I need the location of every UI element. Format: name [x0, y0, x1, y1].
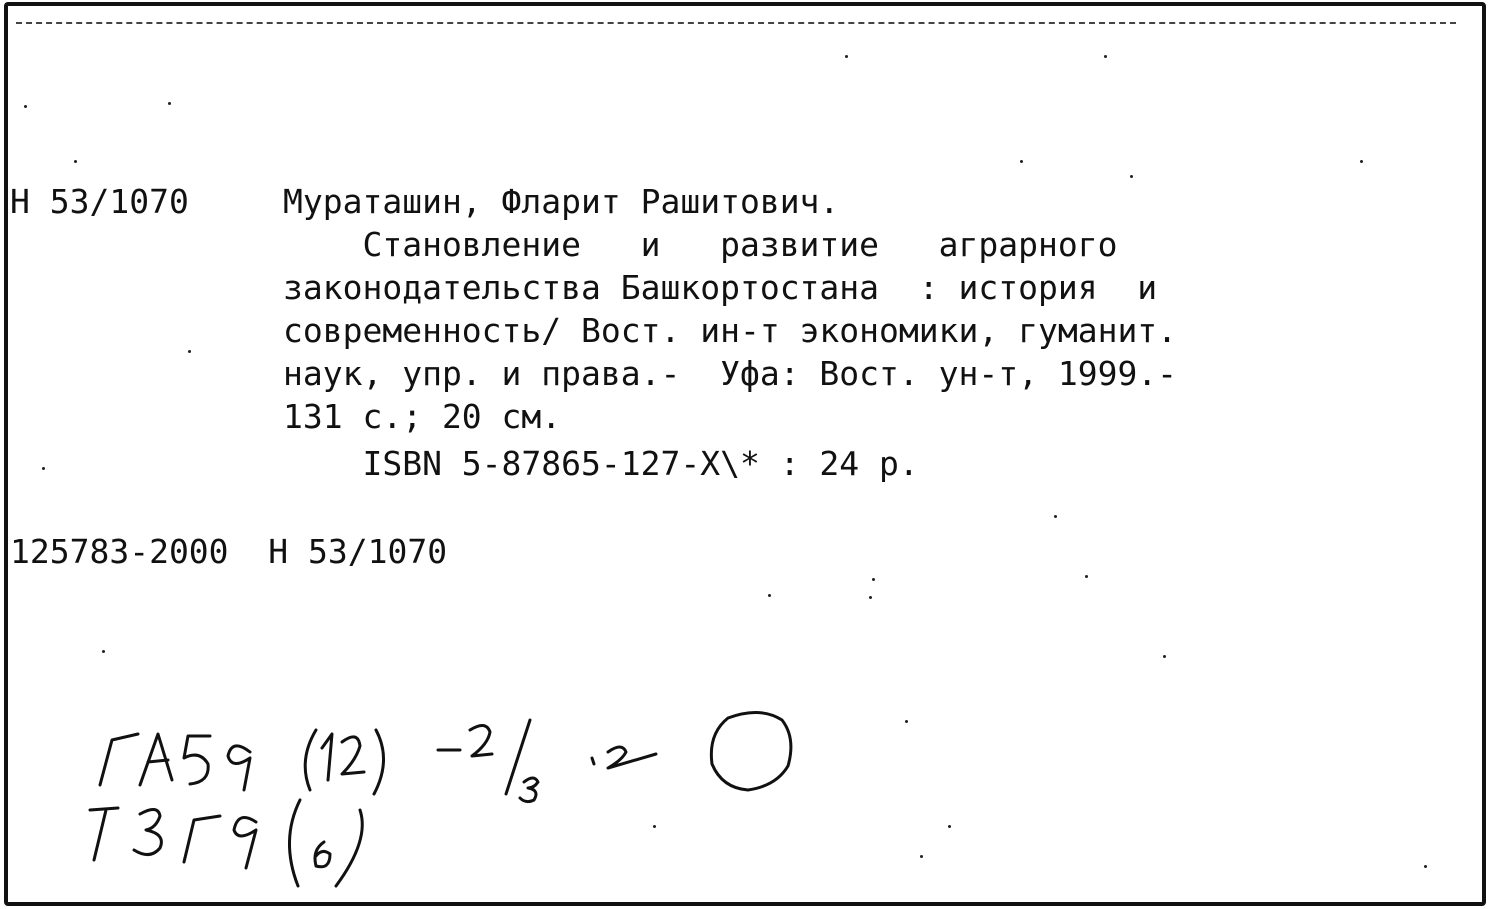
speck	[905, 720, 908, 723]
speck	[869, 596, 872, 599]
speck	[1104, 55, 1107, 58]
speck	[920, 855, 923, 858]
speck	[872, 578, 875, 581]
card-top-dashed-line	[16, 22, 1456, 24]
speck	[168, 102, 171, 105]
speck	[188, 350, 191, 353]
speck	[24, 105, 27, 108]
author-heading: Мураташин, Фларит Рашитович.	[283, 182, 840, 221]
speck	[102, 650, 105, 653]
handwritten-classification-notes	[60, 690, 820, 900]
body-line-1: Становление и развитие аграрного	[283, 225, 1118, 264]
isbn-line: ISBN 5-87865-127-X\* : 24 р.	[283, 444, 919, 483]
shelfmark: Н 53/1070	[10, 182, 189, 221]
speck	[948, 825, 951, 828]
accession-line: 125783-2000 Н 53/1070	[10, 532, 448, 571]
speck	[74, 160, 77, 163]
speck	[1163, 655, 1166, 658]
speck	[42, 467, 45, 470]
speck	[1054, 515, 1057, 518]
speck	[1085, 575, 1088, 578]
speck	[653, 825, 656, 828]
speck	[1424, 865, 1427, 868]
speck	[1020, 160, 1023, 163]
body-line-5: 131 с.; 20 см.	[283, 397, 562, 436]
body-line-2: законодательства Башкортостана : история и	[283, 268, 1158, 307]
speck	[1130, 175, 1133, 178]
speck	[845, 55, 848, 58]
body-line-4: наук, упр. и права.- Уфа: Вост. ун-т, 1999.-	[283, 354, 1178, 393]
speck	[768, 594, 771, 597]
body-line-3: современность/ Вост. ин-т экономики, гуманит.	[283, 311, 1178, 350]
speck	[1360, 160, 1363, 163]
